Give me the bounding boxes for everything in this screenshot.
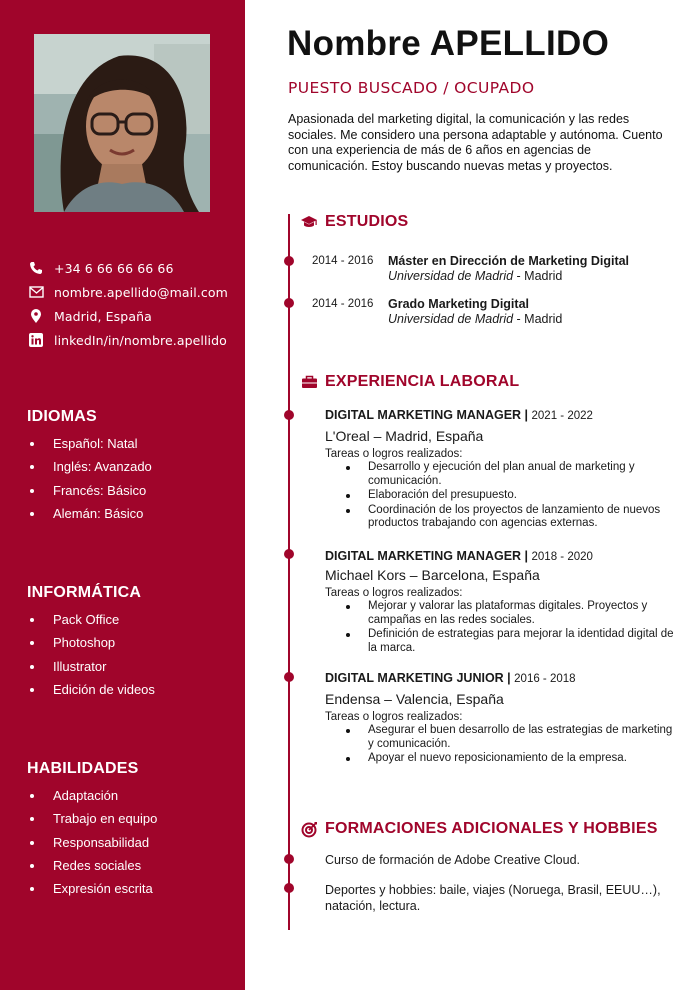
graduation-cap-icon: [300, 214, 318, 230]
phone-text: +34 6 66 66 66 66: [54, 260, 174, 276]
computing-list: [27, 612, 237, 705]
skill-item: Redes sociales: [27, 858, 237, 881]
languages-section: [27, 408, 237, 529]
computing-item: Illustrator: [27, 659, 237, 682]
job-dates: 2016 - 2018: [514, 673, 576, 685]
timeline-dot: [284, 256, 294, 266]
institution-name: Universidad de Madrid: [388, 269, 514, 283]
contact-list: [28, 256, 228, 352]
language-item: Español: Natal: [27, 436, 237, 459]
task-item: Desarrollo y ejecución del plan anual de marketing y comunicación.: [325, 461, 675, 488]
job-entry: [325, 671, 675, 767]
computing-item: Photoshop: [27, 635, 237, 658]
job-company: Michael Kors – Barcelona, España: [325, 567, 540, 583]
contact-phone[interactable]: [28, 256, 228, 280]
job-company: L'Oreal – Madrid, España: [325, 428, 484, 444]
job-dates: 2018 - 2020: [531, 551, 593, 563]
phone-icon: [28, 260, 44, 276]
job-company: Endensa – Valencia, España: [325, 691, 504, 707]
task-item: Asegurar el buen desarrollo de las estrategias de marketing y comunicación.: [325, 724, 675, 751]
mail-icon: [28, 284, 44, 300]
contact-location: [28, 304, 228, 328]
briefcase-icon: [300, 374, 318, 390]
institution-name: Universidad de Madrid: [388, 312, 514, 326]
job-role: [325, 671, 675, 685]
timeline-dot: [284, 298, 294, 308]
tasks-list: [325, 600, 675, 655]
job-position: PUESTO BUSCADO / OCUPADO: [288, 79, 535, 97]
job-role-text: DIGITAL MARKETING JUNIOR |: [325, 671, 515, 685]
education-years: 2014 - 2016: [312, 255, 374, 267]
tasks-label: Tareas o logros realizados:: [325, 448, 463, 460]
skills-list: [27, 788, 237, 904]
extras-title: FORMACIONES ADICIONALES Y HOBBIES: [325, 820, 658, 837]
skill-item: Responsabilidad: [27, 835, 237, 858]
computing-item: Edición de videos: [27, 682, 237, 705]
languages-list: [27, 436, 237, 529]
contact-email[interactable]: [28, 280, 228, 304]
institution-city: - Madrid: [513, 312, 563, 326]
full-name: Nombre APELLIDO: [287, 24, 610, 63]
job-dates: 2021 - 2022: [531, 410, 593, 422]
linkedin-text: linkedIn/in/nombre.apellido: [54, 332, 227, 348]
task-item: Apoyar el nuevo reposicionamiento de la empresa.: [325, 752, 675, 766]
tasks-label: Tareas o logros realizados:: [325, 711, 463, 723]
task-item: Elaboración del presupuesto.: [325, 489, 675, 503]
skill-item: Expresión escrita: [27, 881, 237, 904]
location-pin-icon: [28, 308, 44, 324]
skills-title: HABILIDADES: [27, 760, 139, 777]
skill-item: Trabajo en equipo: [27, 811, 237, 834]
location-text: Madrid, España: [54, 308, 152, 324]
job-entry: [325, 549, 675, 656]
education-years: 2014 - 2016: [312, 298, 374, 310]
contact-linkedin[interactable]: [28, 328, 228, 352]
timeline-dot: [284, 549, 294, 559]
experience-heading: [300, 373, 519, 391]
language-item: Alemán: Básico: [27, 506, 237, 529]
experience-title: EXPERIENCIA LABORAL: [325, 373, 520, 390]
computing-section: [27, 584, 237, 705]
timeline-line: [288, 214, 290, 930]
email-text: nombre.apellido@mail.com: [54, 284, 228, 300]
profile-summary: Apasionada del marketing digital, la comunicación y las redes sociales. Me considero una persona adaptable y autónoma. Cuento con una experiencia de más de 6 años en agencias de comunicación. Estoy buscando nuevas metas y proyectos.: [288, 112, 663, 173]
education-institution: [388, 269, 562, 283]
job-role: [325, 408, 675, 422]
tasks-list: [325, 461, 675, 531]
education-degree: Grado Marketing Digital: [388, 297, 529, 311]
job-entry: [325, 408, 675, 532]
education-title: ESTUDIOS: [325, 213, 409, 230]
education-degree: Máster en Dirección de Marketing Digital: [388, 254, 630, 268]
skill-item: Adaptación: [27, 788, 237, 811]
languages-title: IDIOMAS: [27, 408, 97, 425]
education-institution: [388, 312, 562, 326]
language-item: Inglés: Avanzado: [27, 459, 237, 482]
job-role-text: DIGITAL MARKETING MANAGER |: [325, 408, 532, 422]
task-item: Mejorar y valorar las plataformas digitales. Proyectos y campañas en las redes sociales.: [325, 600, 675, 627]
linkedin-icon: [28, 332, 44, 348]
education-heading: [300, 213, 408, 231]
tasks-label: Tareas o logros realizados:: [325, 587, 463, 599]
extra-item: Deportes y hobbies: baile, viajes (Noruega, Brasil, EEUU…), natación, lectura.: [325, 883, 661, 913]
target-icon: [300, 821, 318, 837]
task-item: Definición de estrategias para mejorar la identidad digital de la marca.: [325, 628, 675, 655]
timeline-dot: [284, 672, 294, 682]
language-item: Francés: Básico: [27, 483, 237, 506]
sidebar: [0, 0, 245, 990]
task-item: Coordinación de los proyectos de lanzamiento de nuevos productos trabajando con agencias externas.: [325, 504, 675, 531]
institution-city: - Madrid: [513, 269, 563, 283]
computing-title: INFORMÁTICA: [27, 584, 142, 601]
job-role-text: DIGITAL MARKETING MANAGER |: [325, 549, 532, 563]
timeline-dot: [284, 883, 294, 893]
extra-item: Curso de formación de Adobe Creative Cloud.: [325, 853, 581, 867]
skills-section: [27, 760, 237, 904]
timeline-dot: [284, 410, 294, 420]
timeline-dot: [284, 854, 294, 864]
job-role: [325, 549, 675, 563]
extras-heading: [300, 820, 658, 838]
computing-item: Pack Office: [27, 612, 237, 635]
profile-photo: [34, 34, 210, 212]
tasks-list: [325, 724, 675, 766]
